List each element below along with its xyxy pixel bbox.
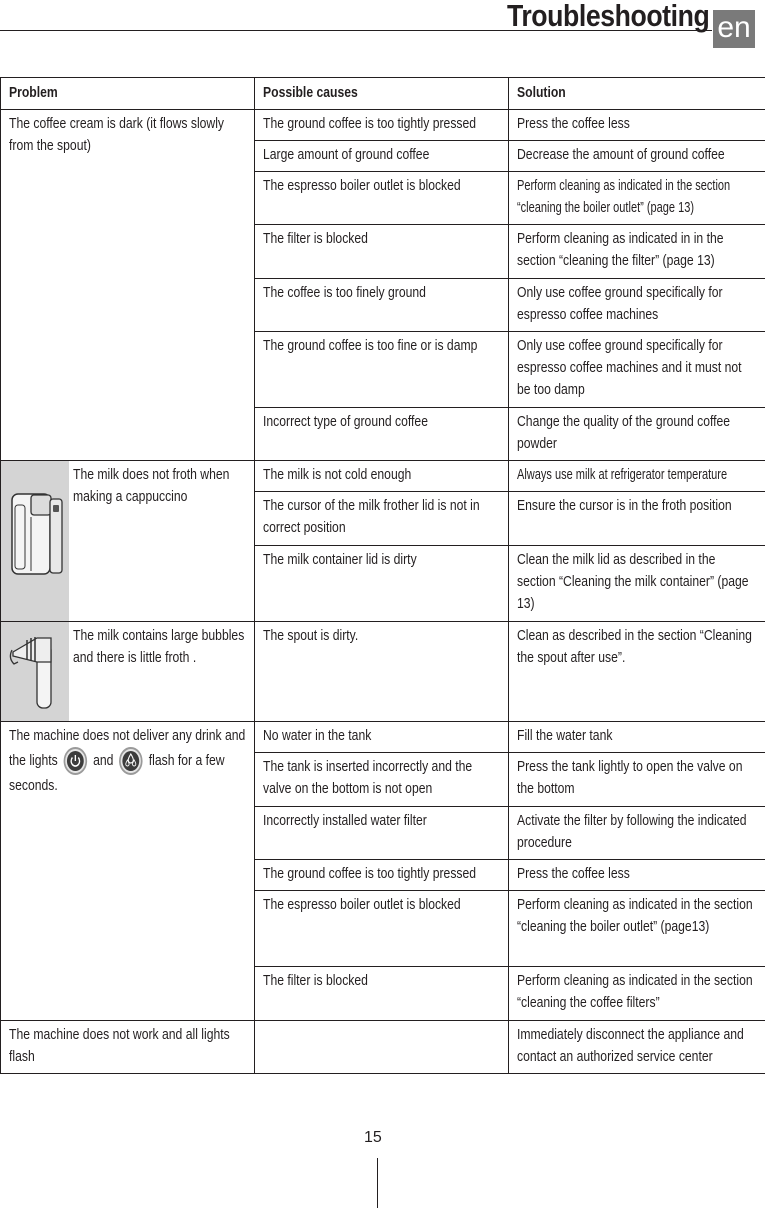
troubleshooting-table [0,77,765,1074]
table-header-row [1,78,765,110]
cause-cell: The cursor of the milk frother lid is not in correct position [255,492,509,546]
solution-cell: Perform cleaning as indicated in the section “cleaning the coffee filters” [509,967,765,1021]
cause-cell: Incorrect type of ground coffee [255,408,509,461]
table-row [1,461,765,492]
cause-cell: The ground coffee is too fine or is damp [255,332,509,408]
cause-cell: The milk is not cold enough [255,461,509,492]
problem-text: The milk does not froth when making a cappuccino [73,467,230,505]
table-row [1,110,765,141]
table-row [1,1021,765,1074]
descale-icon [119,747,143,775]
milk-container-image [1,461,69,621]
solution-cell: Decrease the amount of ground coffee [509,141,765,172]
problem-text: The milk contains large bubbles and there is little froth . [73,628,245,666]
cause-cell [255,1021,509,1074]
cause-cell: The filter is blocked [255,225,509,279]
cause-cell: The filter is blocked [255,967,509,1021]
cause-cell: The ground coffee is too tightly pressed [255,860,509,891]
column-header-problem: Problem [1,78,255,110]
cause-cell: Incorrectly installed water filter [255,807,509,860]
milk-spout-image [1,622,69,721]
page-title: Troubleshooting [506,0,709,33]
solution-cell: Only use coffee ground specifically for espresso coffee machines [509,279,765,332]
milk-container-icon [1,461,69,615]
page-number: 15 [364,1129,382,1146]
column-header-solution: Solution [509,78,765,110]
solution-cell: Activate the filter by following the indicated procedure [509,807,765,860]
solution-cell: Fill the water tank [509,722,765,753]
problem-cell: The coffee cream is dark (it flows slowly from the spout) [1,110,255,461]
solution-cell: Perform cleaning as indicated in the section “cleaning the boiler outlet” (page 13) [509,172,765,225]
table-row [1,722,765,753]
power-icon [64,747,88,775]
problem-text: The machine does not deliver any drink and the lights and flash for a few seconds. [9,728,246,794]
solution-cell: Perform cleaning as indicated in in the section “cleaning the filter” (page 13) [509,225,765,279]
cause-cell: The tank is inserted incorrectly and the valve on the bottom is not open [255,753,509,807]
footer-rule [377,1158,378,1208]
cause-cell: The coffee is too finely ground [255,279,509,332]
cause-cell: The ground coffee is too tightly pressed [255,110,509,141]
table-row [1,622,765,722]
cause-cell: Large amount of ground coffee [255,141,509,172]
solution-cell: Only use coffee ground specifically for espresso coffee machines and it must not be too damp [509,332,765,408]
solution-cell: Always use milk at refrigerator temperature [509,461,765,492]
solution-cell: Immediately disconnect the appliance and contact an authorized service center [509,1021,765,1074]
solution-cell: Perform cleaning as indicated in the section “cleaning the boiler outlet” (page13) [509,891,765,967]
solution-cell: Clean as described in the section “Cleaning the spout after use”. [509,622,765,722]
cause-cell: The espresso boiler outlet is blocked [255,891,509,967]
solution-cell: Ensure the cursor is in the froth position [509,492,765,546]
solution-cell: Press the tank lightly to open the valve on the bottom [509,753,765,807]
solution-cell: Press the coffee less [509,110,765,141]
solution-cell: Change the quality of the ground coffee powder [509,408,765,461]
problem-cell: The machine does not work and all lights flash [1,1021,255,1074]
milk-spout-icon [1,622,69,722]
solution-cell: Press the coffee less [509,860,765,891]
solution-cell: Clean the milk lid as described in the section “Cleaning the milk container” (page 13) [509,546,765,622]
cause-cell: No water in the tank [255,722,509,753]
cause-cell: The espresso boiler outlet is blocked [255,172,509,225]
column-header-causes: Possible causes [255,78,509,110]
cause-cell: The milk container lid is dirty [255,546,509,622]
problem-cell [1,622,255,722]
cause-cell: The spout is dirty. [255,622,509,722]
problem-cell [1,722,255,1021]
problem-cell [1,461,255,622]
language-badge: en [713,10,755,48]
